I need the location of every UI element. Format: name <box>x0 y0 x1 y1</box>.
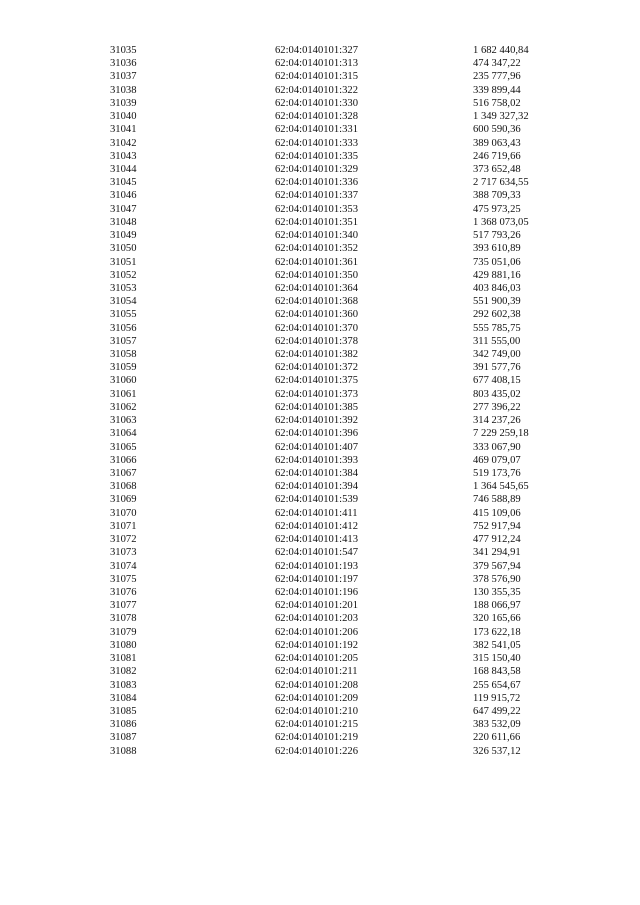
value-cell: 677 408,15 <box>473 375 521 387</box>
value-cell: 342 749,00 <box>473 349 521 361</box>
row-number-cell: 31065 <box>110 441 137 453</box>
table-row <box>0 97 640 110</box>
cadastral-number-cell: 62:04:0140101:329 <box>275 163 358 175</box>
table-row <box>0 745 640 758</box>
value-cell: 315 150,40 <box>473 653 521 665</box>
row-number-cell: 31037 <box>110 71 137 83</box>
table-row <box>0 348 640 361</box>
table-row <box>0 705 640 718</box>
cadastral-number-cell: 62:04:0140101:364 <box>275 282 358 294</box>
cadastral-number-cell: 62:04:0140101:353 <box>275 203 358 215</box>
row-number-cell: 31073 <box>110 547 137 559</box>
row-number-cell: 31055 <box>110 309 137 321</box>
value-cell: 168 843,58 <box>473 666 521 678</box>
cadastral-number-cell: 62:04:0140101:322 <box>275 84 358 96</box>
value-cell: 246 719,66 <box>473 150 521 162</box>
table-row <box>0 546 640 559</box>
table-row <box>0 586 640 599</box>
row-number-cell: 31076 <box>110 586 137 598</box>
cadastral-number-cell: 62:04:0140101:331 <box>275 124 358 136</box>
value-cell: 379 567,94 <box>473 560 521 572</box>
row-number-cell: 31044 <box>110 163 137 175</box>
row-number-cell: 31069 <box>110 494 137 506</box>
row-number-cell: 31064 <box>110 428 137 440</box>
cadastral-number-cell: 62:04:0140101:208 <box>275 679 358 691</box>
row-number-cell: 31061 <box>110 388 137 400</box>
table-row <box>0 692 640 705</box>
row-number-cell: 31072 <box>110 534 137 546</box>
value-cell: 320 165,66 <box>473 613 521 625</box>
cadastral-number-cell: 62:04:0140101:197 <box>275 573 358 585</box>
value-cell: 389 063,43 <box>473 137 521 149</box>
value-cell: 277 396,22 <box>473 401 521 413</box>
cadastral-number-cell: 62:04:0140101:413 <box>275 534 358 546</box>
value-cell: 339 899,44 <box>473 84 521 96</box>
row-number-cell: 31046 <box>110 190 137 202</box>
table-row <box>0 163 640 176</box>
cadastral-number-cell: 62:04:0140101:393 <box>275 454 358 466</box>
cadastral-number-cell: 62:04:0140101:193 <box>275 560 358 572</box>
cadastral-number-cell: 62:04:0140101:350 <box>275 269 358 281</box>
value-cell: 475 973,25 <box>473 203 521 215</box>
cadastral-number-cell: 62:04:0140101:384 <box>275 468 358 479</box>
table-row <box>0 533 640 546</box>
row-number-cell: 31049 <box>110 230 137 242</box>
value-cell: 551 900,39 <box>473 296 521 308</box>
row-number-cell: 31066 <box>110 454 137 466</box>
table-row <box>0 612 640 625</box>
value-cell: 341 294,91 <box>473 547 521 559</box>
row-number-cell: 31052 <box>110 269 137 281</box>
cadastral-number-cell: 62:04:0140101:206 <box>275 626 358 638</box>
value-cell: 188 066,97 <box>473 600 521 612</box>
cadastral-number-cell: 62:04:0140101:373 <box>275 388 358 400</box>
cadastral-number-cell: 62:04:0140101:328 <box>275 111 358 123</box>
row-number-cell: 31063 <box>110 415 137 427</box>
table-row <box>0 335 640 348</box>
value-cell: 292 602,38 <box>473 309 521 321</box>
cadastral-number-cell: 62:04:0140101:392 <box>275 415 358 427</box>
row-number-cell: 31086 <box>110 719 137 731</box>
cadastral-number-cell: 62:04:0140101:361 <box>275 256 358 268</box>
cadastral-number-cell: 62:04:0140101:336 <box>275 177 358 189</box>
value-cell: 746 588,89 <box>473 494 521 506</box>
table-row <box>0 242 640 255</box>
table-row <box>0 137 640 150</box>
row-number-cell: 31058 <box>110 349 137 361</box>
cadastral-value-table <box>0 44 640 758</box>
cadastral-number-cell: 62:04:0140101:205 <box>275 653 358 665</box>
row-number-cell: 31036 <box>110 58 137 70</box>
row-number-cell: 31083 <box>110 679 137 691</box>
value-cell: 393 610,89 <box>473 243 521 255</box>
cadastral-number-cell: 62:04:0140101:211 <box>275 666 358 678</box>
row-number-cell: 31050 <box>110 243 137 255</box>
table-row <box>0 480 640 493</box>
value-cell: 469 079,07 <box>473 454 521 466</box>
cadastral-number-cell: 62:04:0140101:335 <box>275 150 358 162</box>
cadastral-number-cell: 62:04:0140101:351 <box>275 216 358 228</box>
row-number-cell: 31074 <box>110 560 137 572</box>
row-number-cell: 31087 <box>110 732 137 744</box>
row-number-cell: 31070 <box>110 507 137 519</box>
table-row <box>0 599 640 612</box>
value-cell: 403 846,03 <box>473 282 521 294</box>
table-row <box>0 441 640 454</box>
table-row <box>0 150 640 163</box>
value-cell: 7 229 259,18 <box>473 428 529 440</box>
row-number-cell: 31085 <box>110 705 137 717</box>
value-cell: 388 709,33 <box>473 190 521 202</box>
cadastral-number-cell: 62:04:0140101:372 <box>275 362 358 374</box>
value-cell: 519 173,76 <box>473 468 521 479</box>
cadastral-number-cell: 62:04:0140101:333 <box>275 137 358 149</box>
row-number-cell: 31078 <box>110 613 137 625</box>
table-row <box>0 388 640 401</box>
value-cell: 255 654,67 <box>473 679 521 691</box>
row-number-cell: 31084 <box>110 692 137 704</box>
cadastral-number-cell: 62:04:0140101:412 <box>275 520 358 532</box>
value-cell: 220 611,66 <box>473 732 521 744</box>
value-cell: 517 793,26 <box>473 230 521 242</box>
row-number-cell: 31053 <box>110 282 137 294</box>
value-cell: 333 067,90 <box>473 441 521 453</box>
cadastral-number-cell: 62:04:0140101:370 <box>275 322 358 334</box>
cadastral-number-cell: 62:04:0140101:315 <box>275 71 358 83</box>
table-row <box>0 507 640 520</box>
table-row <box>0 718 640 731</box>
value-cell: 173 622,18 <box>473 626 521 638</box>
cadastral-number-cell: 62:04:0140101:375 <box>275 375 358 387</box>
value-cell: 752 917,94 <box>473 520 521 532</box>
row-number-cell: 31051 <box>110 256 137 268</box>
table-row <box>0 110 640 123</box>
value-cell: 235 777,96 <box>473 71 521 83</box>
value-cell: 429 881,16 <box>473 269 521 281</box>
table-row <box>0 308 640 321</box>
cadastral-number-cell: 62:04:0140101:411 <box>275 507 358 519</box>
value-cell: 311 555,00 <box>473 335 521 347</box>
cadastral-number-cell: 62:04:0140101:192 <box>275 639 358 651</box>
value-cell: 600 590,36 <box>473 124 521 136</box>
value-cell: 803 435,02 <box>473 388 521 400</box>
table-row <box>0 189 640 202</box>
table-row <box>0 679 640 692</box>
cadastral-number-cell: 62:04:0140101:352 <box>275 243 358 255</box>
row-number-cell: 31039 <box>110 97 137 109</box>
row-number-cell: 31067 <box>110 468 137 479</box>
row-number-cell: 31047 <box>110 203 137 215</box>
cadastral-number-cell: 62:04:0140101:340 <box>275 230 358 242</box>
value-cell: 130 355,35 <box>473 586 521 598</box>
table-row <box>0 282 640 295</box>
row-number-cell: 31060 <box>110 375 137 387</box>
row-number-cell: 31059 <box>110 362 137 374</box>
table-row <box>0 493 640 506</box>
cadastral-number-cell: 62:04:0140101:327 <box>275 45 358 56</box>
table-row <box>0 123 640 136</box>
table-row <box>0 269 640 282</box>
value-cell: 373 652,48 <box>473 163 521 175</box>
value-cell: 1 368 073,05 <box>473 216 529 228</box>
row-number-cell: 31077 <box>110 600 137 612</box>
table-row <box>0 731 640 744</box>
row-number-cell: 31043 <box>110 150 137 162</box>
value-cell: 383 532,09 <box>473 719 521 731</box>
value-cell: 1 364 545,65 <box>473 481 529 493</box>
table-row <box>0 454 640 467</box>
table-row <box>0 176 640 189</box>
table-row <box>0 427 640 440</box>
table-row <box>0 57 640 70</box>
cadastral-number-cell: 62:04:0140101:539 <box>275 494 358 506</box>
table-row <box>0 361 640 374</box>
cadastral-number-cell: 62:04:0140101:219 <box>275 732 358 744</box>
table-row <box>0 665 640 678</box>
table-row <box>0 626 640 639</box>
value-cell: 735 051,06 <box>473 256 521 268</box>
cadastral-number-cell: 62:04:0140101:396 <box>275 428 358 440</box>
row-number-cell: 31041 <box>110 124 137 136</box>
table-row <box>0 401 640 414</box>
value-cell: 314 237,26 <box>473 415 521 427</box>
value-cell: 326 537,12 <box>473 745 521 757</box>
table-row <box>0 520 640 533</box>
row-number-cell: 31075 <box>110 573 137 585</box>
row-number-cell: 31040 <box>110 111 137 123</box>
cadastral-number-cell: 62:04:0140101:210 <box>275 705 358 717</box>
table-row <box>0 560 640 573</box>
cadastral-number-cell: 62:04:0140101:226 <box>275 745 358 757</box>
cadastral-number-cell: 62:04:0140101:196 <box>275 586 358 598</box>
value-cell: 382 541,05 <box>473 639 521 651</box>
cadastral-number-cell: 62:04:0140101:201 <box>275 600 358 612</box>
row-number-cell: 31035 <box>110 45 137 56</box>
table-row <box>0 573 640 586</box>
row-number-cell: 31054 <box>110 296 137 308</box>
value-cell: 415 109,06 <box>473 507 521 519</box>
value-cell: 119 915,72 <box>473 692 521 704</box>
value-cell: 2 717 634,55 <box>473 177 529 189</box>
cadastral-number-cell: 62:04:0140101:215 <box>275 719 358 731</box>
cadastral-number-cell: 62:04:0140101:203 <box>275 613 358 625</box>
table-row <box>0 44 640 57</box>
table-row <box>0 467 640 480</box>
row-number-cell: 31081 <box>110 653 137 665</box>
table-row <box>0 322 640 335</box>
row-number-cell: 31068 <box>110 481 137 493</box>
cadastral-number-cell: 62:04:0140101:313 <box>275 58 358 70</box>
table-row <box>0 652 640 665</box>
cadastral-number-cell: 62:04:0140101:382 <box>275 349 358 361</box>
row-number-cell: 31038 <box>110 84 137 96</box>
value-cell: 647 499,22 <box>473 705 521 717</box>
cadastral-number-cell: 62:04:0140101:209 <box>275 692 358 704</box>
row-number-cell: 31082 <box>110 666 137 678</box>
value-cell: 516 758,02 <box>473 97 521 109</box>
table-row <box>0 414 640 427</box>
row-number-cell: 31088 <box>110 745 137 757</box>
table-row <box>0 639 640 652</box>
row-number-cell: 31048 <box>110 216 137 228</box>
cadastral-number-cell: 62:04:0140101:394 <box>275 481 358 493</box>
value-cell: 378 576,90 <box>473 573 521 585</box>
value-cell: 477 912,24 <box>473 534 521 546</box>
row-number-cell: 31057 <box>110 335 137 347</box>
row-number-cell: 31080 <box>110 639 137 651</box>
cadastral-number-cell: 62:04:0140101:378 <box>275 335 358 347</box>
value-cell: 391 577,76 <box>473 362 521 374</box>
table-row <box>0 229 640 242</box>
value-cell: 555 785,75 <box>473 322 521 334</box>
cadastral-number-cell: 62:04:0140101:407 <box>275 441 358 453</box>
table-row <box>0 70 640 83</box>
row-number-cell: 31071 <box>110 520 137 532</box>
cadastral-number-cell: 62:04:0140101:385 <box>275 401 358 413</box>
row-number-cell: 31042 <box>110 137 137 149</box>
value-cell: 1 349 327,32 <box>473 111 529 123</box>
row-number-cell: 31045 <box>110 177 137 189</box>
row-number-cell: 31079 <box>110 626 137 638</box>
value-cell: 1 682 440,84 <box>473 45 529 56</box>
cadastral-number-cell: 62:04:0140101:547 <box>275 547 358 559</box>
table-row <box>0 374 640 387</box>
cadastral-number-cell: 62:04:0140101:337 <box>275 190 358 202</box>
row-number-cell: 31056 <box>110 322 137 334</box>
table-row <box>0 84 640 97</box>
cadastral-number-cell: 62:04:0140101:368 <box>275 296 358 308</box>
table-row <box>0 295 640 308</box>
cadastral-number-cell: 62:04:0140101:330 <box>275 97 358 109</box>
row-number-cell: 31062 <box>110 401 137 413</box>
table-row <box>0 256 640 269</box>
table-row <box>0 203 640 216</box>
cadastral-number-cell: 62:04:0140101:360 <box>275 309 358 321</box>
value-cell: 474 347,22 <box>473 58 521 70</box>
table-row <box>0 216 640 229</box>
